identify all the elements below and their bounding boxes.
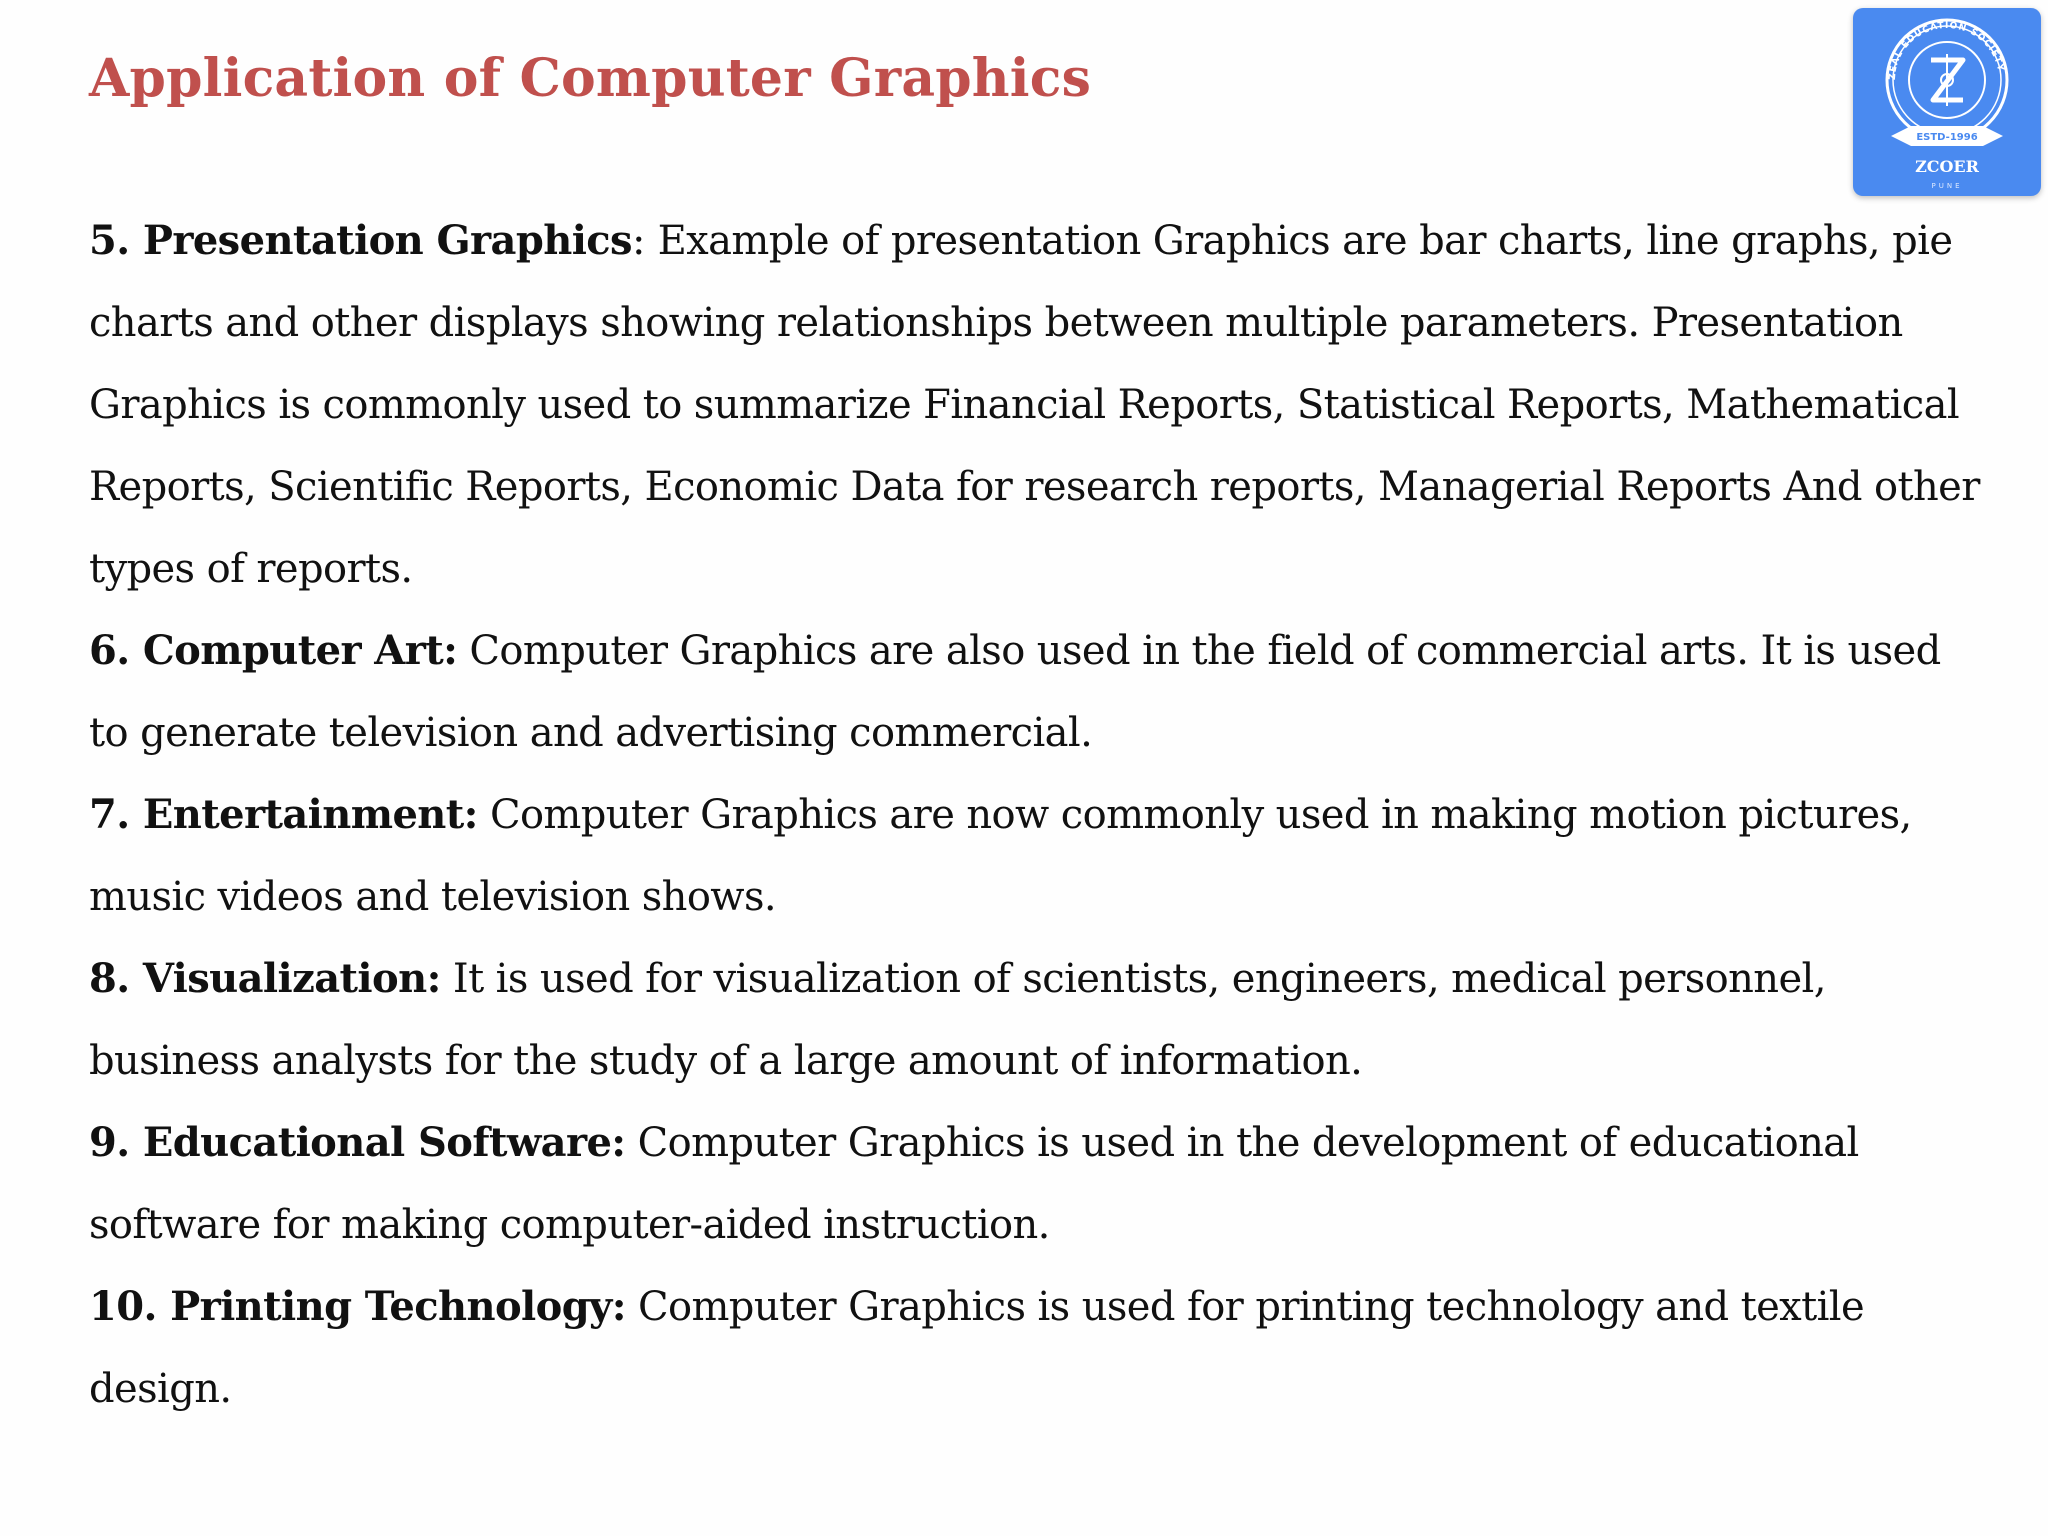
list-item (89, 938, 1989, 1102)
institution-seal-icon (1853, 8, 2041, 196)
list-item (89, 774, 1989, 938)
list-item (89, 1266, 1989, 1430)
item-text: Computer Graphics are now commonly used in making motion pictures, music videos and television shows. (89, 792, 1912, 920)
item-heading: 7. Entertainment: (89, 791, 478, 838)
application-list (89, 200, 1989, 1430)
item-separator: : (631, 218, 646, 264)
item-heading: 8. Visualization: (89, 955, 441, 1002)
list-item (89, 200, 1989, 610)
item-heading: 9. Educational Software: (89, 1119, 626, 1166)
item-text: Computer Graphics is used for printing technology and textile design. (89, 1284, 1865, 1412)
list-item (89, 1102, 1989, 1266)
item-text: Example of presentation Graphics are bar charts, line graphs, pie charts and other displays showing relationships between multiple parameters. Presentation Graphics is commonly used to summarize Financial Reports, Statistical Reports, Mathematical Reports, Scientific Reports, Economic Data for research reports, Managerial Reports And other types of reports. (89, 218, 1980, 592)
item-heading: 6. Computer Art: (89, 627, 458, 674)
logo-sub-text: PUNE (1931, 182, 1963, 190)
logo-arc-text: ZEAL EDUCATION SOCIETY (1887, 20, 2006, 81)
item-heading: 5. Presentation Graphics (89, 217, 632, 264)
item-text: It is used for visualization of scientists, engineers, medical personnel, business analysts for the study of a large amount of information. (89, 956, 1826, 1084)
list-item (89, 610, 1989, 774)
item-text: Computer Graphics are also used in the field of commercial arts. It is used to generate television and advertising commercial. (89, 628, 1941, 756)
institution-logo (1853, 8, 2041, 196)
item-text: Computer Graphics is used in the development of educational software for making computer-aided instruction. (89, 1120, 1859, 1248)
logo-name-text: ZCOER (1915, 157, 1979, 176)
logo-banner-text: ESTD-1996 (1916, 132, 1978, 143)
item-heading: 10. Printing Technology: (89, 1283, 626, 1330)
slide-title: Application of Computer Graphics (89, 48, 1092, 109)
